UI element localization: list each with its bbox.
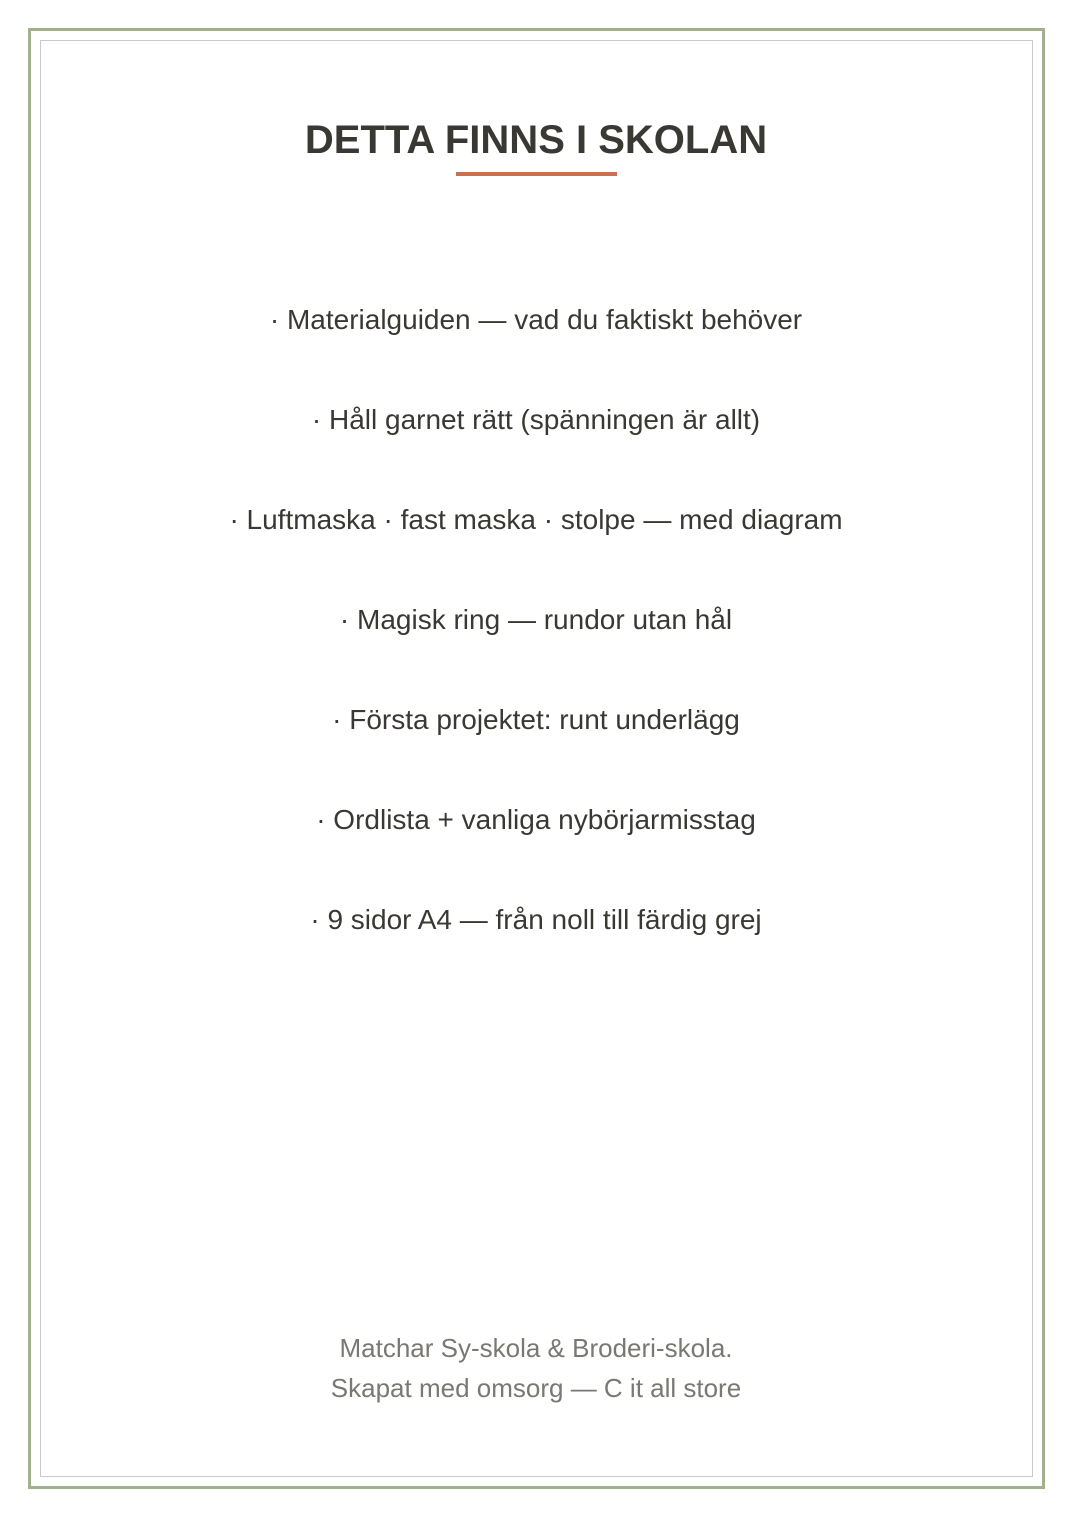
- list-item: · Håll garnet rätt (spänningen är allt): [311, 404, 761, 435]
- list-item: · Materialguiden — vad du faktiskt behöver: [269, 304, 803, 335]
- list-item: · Ordlista + vanliga nybörjarmisstag: [316, 804, 756, 835]
- footer-line-credit: Skapat med omsorg — C it all store: [330, 1373, 742, 1403]
- list-item: · Luftmaska · fast maska · stolpe — med diagram: [229, 504, 843, 535]
- list-item: · Första projektet: runt underlägg: [332, 704, 740, 735]
- page-title: DETTA FINNS I SKOLAN: [304, 118, 768, 162]
- footer-line-match: Matchar Sy-skola & Broderi-skola.: [339, 1333, 733, 1363]
- list-item: · Magisk ring — rundor utan hål: [339, 604, 733, 635]
- list-item: · 9 sidor A4 — från noll till färdig grej: [310, 904, 762, 935]
- footer: [0, 1328, 1072, 1408]
- contents-list: [0, 300, 1072, 1000]
- title-underline: [456, 172, 617, 176]
